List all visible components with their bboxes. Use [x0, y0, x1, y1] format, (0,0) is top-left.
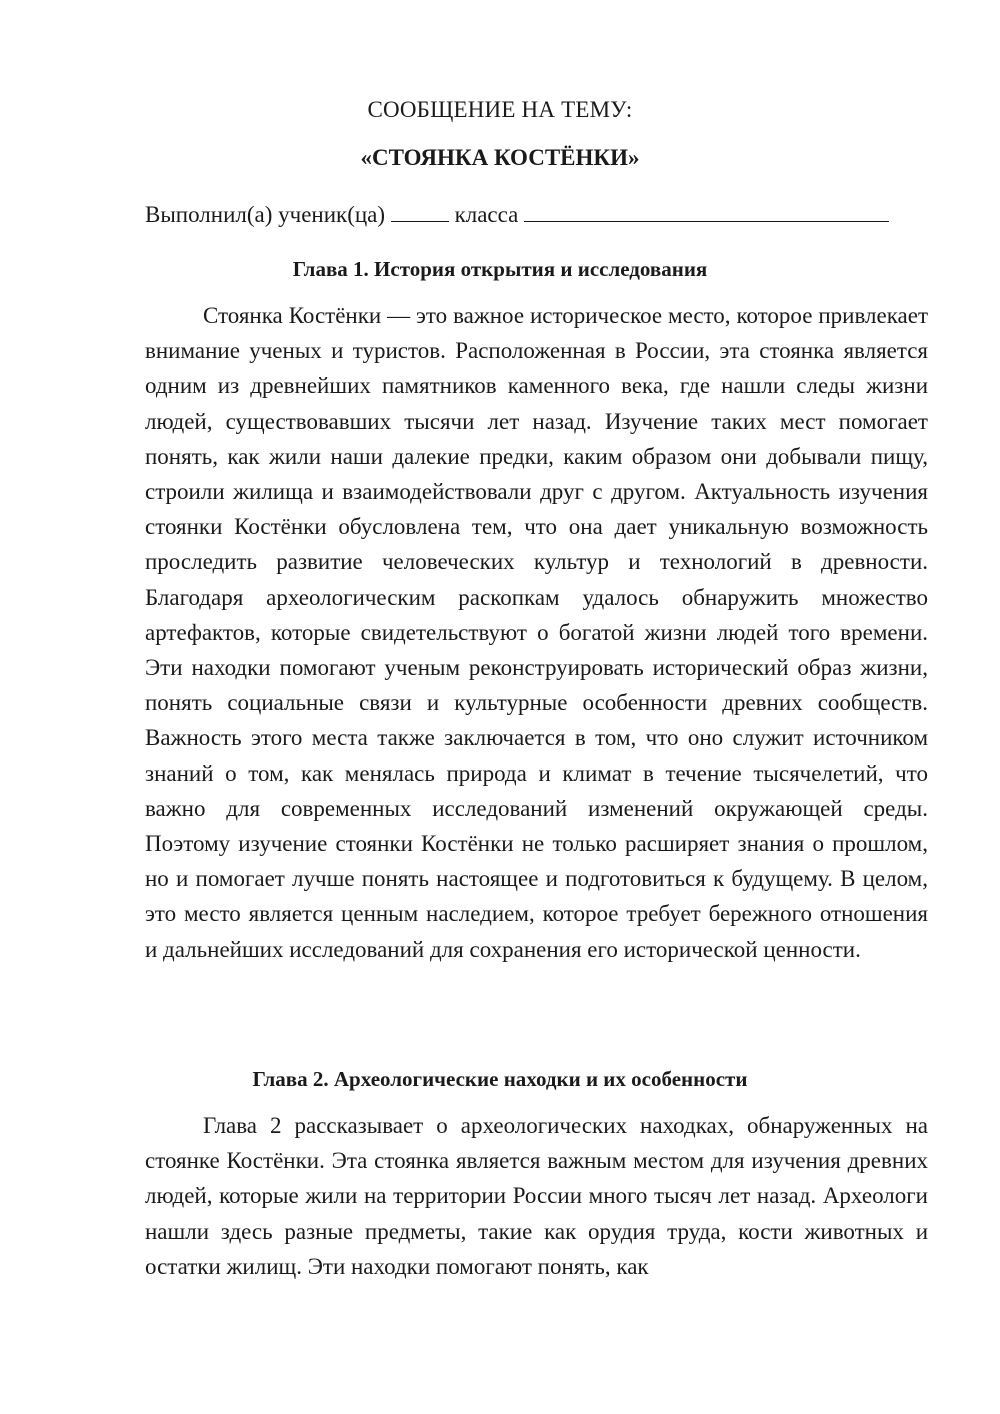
chapter2-heading: Глава 2. Археологические находки и их особенности: [252, 1067, 748, 1091]
grade-blank: [391, 199, 449, 222]
author-line: [145, 199, 935, 229]
document-title-line1: СООБЩЕНИЕ НА ТЕМУ:: [367, 97, 633, 122]
author-class-word: класса: [454, 202, 519, 227]
chapter1-paragraph: Стоянка Костёнки — это важное историческое место, которое привлекает внимание ученых и туристов. Расположенная в России, эта стоянка является одним из древнейших памятников каменного века, где нашли следы жизни людей, существовавших тысячи лет назад. Изучение таких мест помогает понять, как жили наши далекие предки, каким образом они добывали пищу, строили жилища и взаимодействовали друг с другом. Актуальность изучения стоянки Костёнки обусловлена тем, что она дает уникальную возможность проследить развитие человеческих культур и технологий в древности. Благодаря археологическим раскопкам удалось обнаружить множество артефактов, которые свидетельствуют о богатой жизни людей того времени. Эти находки помогают ученым реконструировать исторический образ жизни, понять социальные связи и культурные особенности древних сообществ. Важность этого места также заключается в том, что оно служит источником знаний о том, как менялась природа и климат в течение тысячелетий, что важно для современных исследований изменений окружающей среды. Поэтому изучение стоянки Костёнки не только расширяет знания о прошлом, но и помогает лучше понять настоящее и подготовиться к будущему. В целом, это место является ценным наследием, которое требует бережного отношения и дальнейших исследований для сохранения его исторической ценности.: [145, 303, 928, 962]
document-title-line2: «СТОЯНКА КОСТЁНКИ»: [360, 145, 640, 170]
class-blank: [524, 199, 889, 222]
author-prefix: Выполнил(а) ученик(ца): [145, 202, 386, 227]
chapter1-heading: Глава 1. История открытия и исследования: [292, 257, 708, 281]
chapter2-paragraph: Глава 2 рассказывает о археологических находках, обнаруженных на стоянке Костёнки. Эта стоянка является важным местом для изучения древних людей, которые жили на территории России много тысяч лет назад. Археологи нашли здесь разные предметы, такие как орудия труда, кости животных и остатки жилищ. Эти находки помогают понять, как: [145, 1113, 928, 1279]
